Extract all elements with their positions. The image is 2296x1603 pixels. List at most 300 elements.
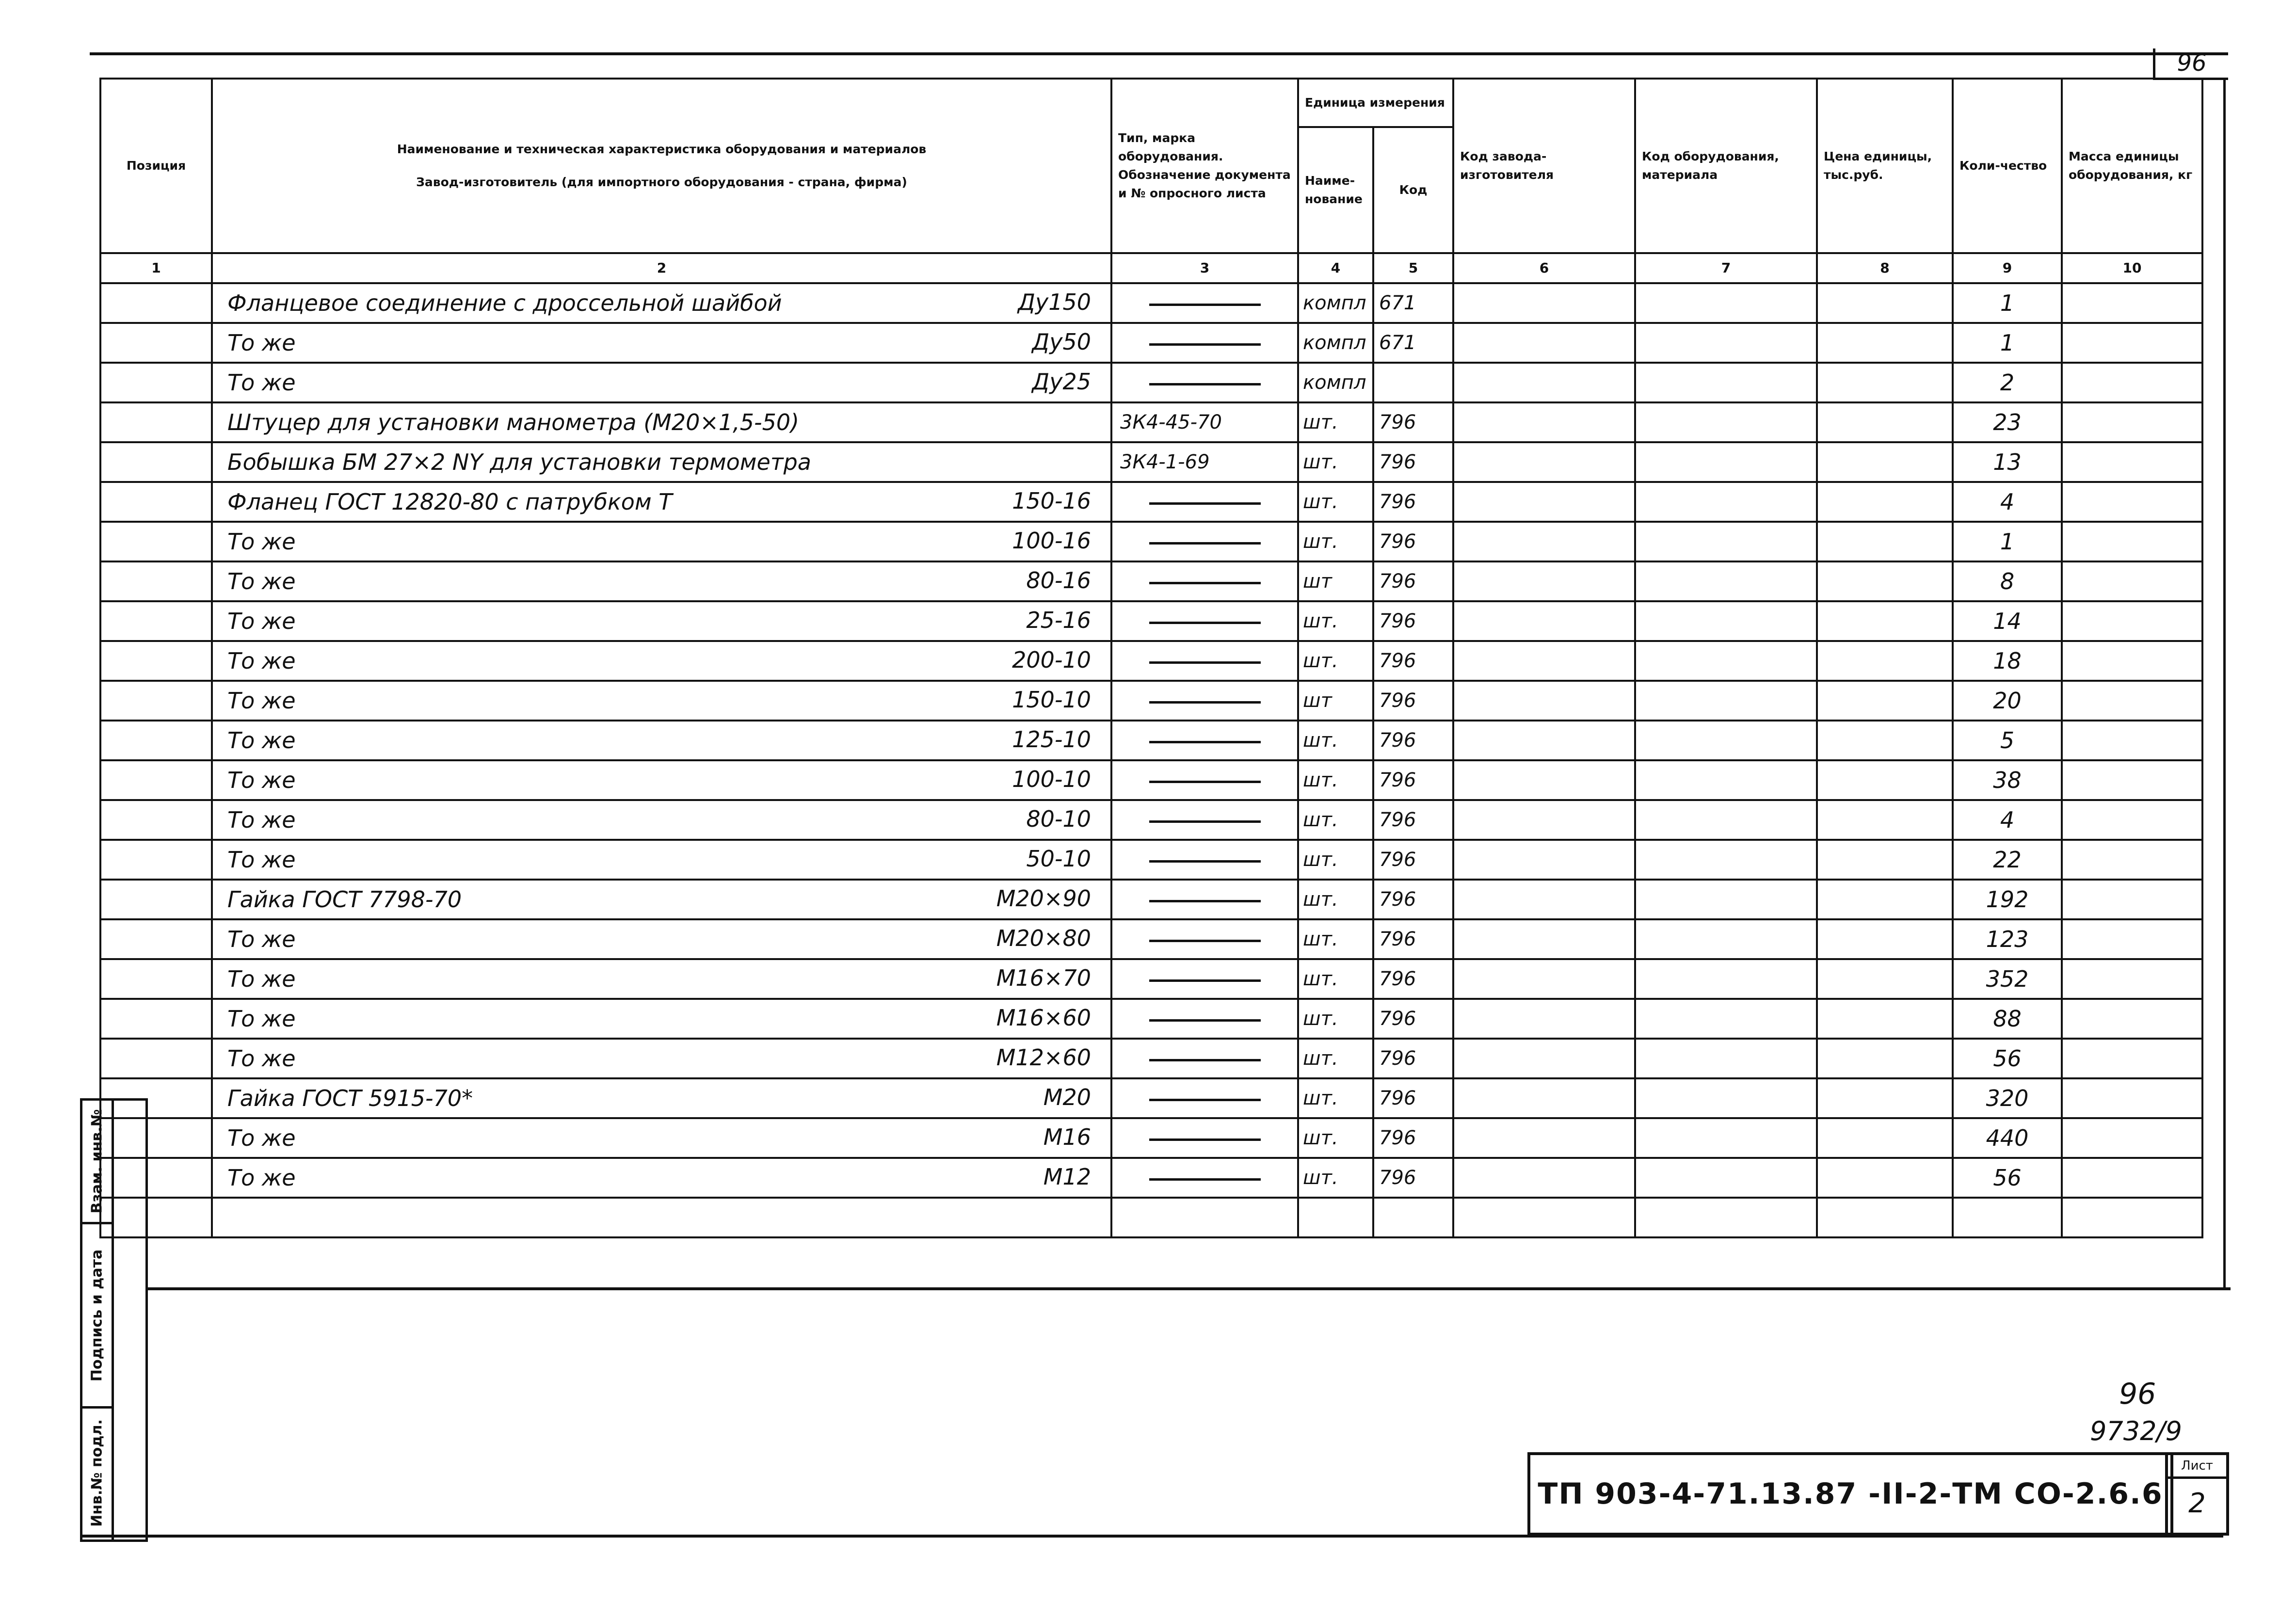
cell-quantity: 1 [1953,522,2062,561]
cell-plant-code [1453,1118,1635,1158]
cell-plant-code [1453,919,1635,959]
cell-price [1817,1078,1953,1118]
cell-position [100,721,212,760]
cell-unit: шт. [1298,402,1373,442]
cell-unit: шт. [1298,959,1373,999]
header-price: Цена единицы, тыс.руб. [1817,79,1953,253]
cell-name [212,283,1111,323]
dash-line [1149,820,1261,823]
item-size: 80-16 [1026,567,1091,593]
cell-unit: шт. [1298,919,1373,959]
cell-unit-code: 796 [1373,1118,1453,1158]
table-bottom-rule [145,1287,2231,1290]
item-size: Ду150 [1018,289,1091,315]
dash-line [1149,1059,1261,1061]
cell-position [100,999,212,1039]
cell-plant-code [1453,601,1635,641]
cell-equipment-code [1635,760,1817,800]
cell-price [1817,721,1953,760]
table-row [100,1118,2202,1158]
cell-unit-code: 796 [1373,442,1453,482]
cell-equipment-code [1635,721,1817,760]
cell-quantity: 14 [1953,601,2062,641]
cell-plant-code [1453,959,1635,999]
dash-line [1149,701,1261,704]
dash-line [1149,741,1261,743]
cell-equipment-code [1635,1039,1817,1078]
cell-quantity: 1 [1953,323,2062,363]
cell-unit-code: 796 [1373,402,1453,442]
header-unit-group: Единица измерения [1298,79,1453,127]
cell-plant-code [1453,840,1635,880]
cell-position [100,919,212,959]
cell-position [100,800,212,840]
column-number: 1 [100,253,212,283]
column-number: 8 [1817,253,1953,283]
cell-equipment-code [1635,1198,1817,1237]
cell-position [100,601,212,641]
cell-equipment-code [1635,601,1817,641]
cell-plant-code [1453,641,1635,681]
cell-quantity: 20 [1953,681,2062,721]
cell-type [1111,363,1298,402]
cell-price [1817,1039,1953,1078]
cell-name [212,641,1111,681]
cell-position [100,840,212,880]
cell-quantity: 5 [1953,721,2062,760]
cell-type: 3К4-45-70 [1111,402,1298,442]
cell-name [212,561,1111,601]
cell-unit-code: 796 [1373,959,1453,999]
item-name: То же [227,648,296,674]
cell-plant-code [1453,561,1635,601]
cell-position [100,323,212,363]
cell-price [1817,482,1953,522]
cell-position [100,561,212,601]
cell-quantity: 123 [1953,919,2062,959]
cell-name [212,1039,1111,1078]
header-mass: Масса единицы оборудования, кг [2062,79,2202,253]
item-size: 150-10 [1012,687,1091,713]
cell-quantity: 22 [1953,840,2062,880]
cell-type [1111,919,1298,959]
cell-unit-code [1373,363,1453,402]
cell-unit-code: 796 [1373,999,1453,1039]
cell-quantity: 88 [1953,999,2062,1039]
cell-quantity: 56 [1953,1158,2062,1198]
dash-line [1149,900,1261,902]
dash-line [1149,860,1261,863]
item-name: То же [227,1006,296,1032]
cell-unit-code: 796 [1373,641,1453,681]
cell-mass [2062,1118,2202,1158]
header-equipment-code: Код оборудования, материала [1635,79,1817,253]
cell-name [212,1198,1111,1237]
header-type: Тип, марка оборудования. Обозначение документа и № опросного листа [1111,79,1298,253]
cell-name [212,601,1111,641]
cell-unit: шт [1298,681,1373,721]
cell-price [1817,800,1953,840]
cell-name [212,363,1111,402]
cell-mass [2062,442,2202,482]
cell-name [212,323,1111,363]
item-name: Фланцевое соединение с дроссельной шайбой [227,290,782,316]
specification-table [99,78,2203,1238]
cell-type [1111,1158,1298,1198]
item-name: То же [227,926,296,952]
cell-quantity: 2 [1953,363,2062,402]
table-row [100,800,2202,840]
column-number: 6 [1453,253,1635,283]
cell-unit: шт. [1298,880,1373,919]
cell-quantity: 352 [1953,959,2062,999]
cell-plant-code [1453,442,1635,482]
item-size: М12 [1043,1164,1091,1190]
cell-name [212,721,1111,760]
dash-line [1149,343,1261,346]
cell-unit-code: 796 [1373,840,1453,880]
table-row [100,641,2202,681]
cell-unit: шт. [1298,641,1373,681]
cell-mass [2062,760,2202,800]
cell-type [1111,880,1298,919]
cell-plant-code [1453,800,1635,840]
cell-price [1817,760,1953,800]
cell-position [100,641,212,681]
side-cell-orig [82,1409,112,1537]
cell-unit: компл [1298,283,1373,323]
cell-name [212,840,1111,880]
item-size: М20×80 [996,925,1091,951]
item-name: То же [227,529,296,555]
cell-price [1817,442,1953,482]
table-row [100,283,2202,323]
dash-line [1149,502,1261,505]
cell-type [1111,323,1298,363]
top-page-number: 96 [2153,48,2228,80]
side-label-sign: Подпись и дата [88,1249,106,1381]
table-header [100,79,2202,283]
cell-plant-code [1453,999,1635,1039]
cell-type [1111,1078,1298,1118]
cell-name [212,959,1111,999]
header-name-line1: Наименование и техническая характеристика оборудования и материалов [397,142,927,156]
cell-price [1817,840,1953,880]
cell-position [100,760,212,800]
cell-mass [2062,1078,2202,1118]
cell-name [212,1118,1111,1158]
cell-unit-code: 796 [1373,721,1453,760]
cell-equipment-code [1635,522,1817,561]
column-number: 7 [1635,253,1817,283]
item-name: Бобышка БМ 27×2 NY для установки термометра [227,449,811,475]
cell-unit: шт. [1298,601,1373,641]
cell-price [1817,1158,1953,1198]
cell-plant-code [1453,402,1635,442]
cell-mass [2062,959,2202,999]
cell-position [100,283,212,323]
cell-plant-code [1453,363,1635,402]
cell-price [1817,601,1953,641]
cell-type [1111,561,1298,601]
cell-quantity: 13 [1953,442,2062,482]
cell-plant-code [1453,323,1635,363]
cell-type [1111,999,1298,1039]
stamp-code: ТП 903-4-71.13.87 -II-2-ТМ СО-2.6.6 [1538,1477,2163,1511]
cell-type [1111,601,1298,641]
item-name: То же [227,727,296,753]
table-row [100,840,2202,880]
cell-equipment-code [1635,681,1817,721]
cell-type [1111,800,1298,840]
cell-equipment-code [1635,800,1817,840]
item-size: М16 [1043,1124,1091,1150]
cell-unit-code: 796 [1373,880,1453,919]
item-name: Гайка ГОСТ 5915-70* [227,1085,473,1111]
cell-unit-code: 796 [1373,482,1453,522]
cell-name [212,880,1111,919]
cell-unit: компл [1298,323,1373,363]
cell-price [1817,880,1953,919]
table-body [100,283,2202,1237]
cell-equipment-code [1635,283,1817,323]
cell-unit-code: 796 [1373,522,1453,561]
cell-plant-code [1453,880,1635,919]
cell-unit: шт. [1298,800,1373,840]
cell-equipment-code [1635,919,1817,959]
cell-quantity [1953,1198,2062,1237]
cell-price [1817,641,1953,681]
header-quantity: Коли-чество [1953,79,2062,253]
table-row [100,1198,2202,1237]
cell-position [100,522,212,561]
dash-line [1149,304,1261,306]
cell-equipment-code [1635,561,1817,601]
cell-type: 3К4-1-69 [1111,442,1298,482]
cell-name [212,919,1111,959]
cell-price [1817,1198,1953,1237]
column-number: 2 [212,253,1111,283]
item-name: Гайка ГОСТ 7798-70 [227,886,462,913]
item-name: То же [227,330,296,356]
cell-unit-code: 796 [1373,800,1453,840]
cell-price [1817,561,1953,601]
cell-name [212,442,1111,482]
cell-name [212,402,1111,442]
cell-position [100,1039,212,1078]
cell-mass [2062,681,2202,721]
cell-unit-code: 671 [1373,323,1453,363]
cell-unit: шт. [1298,1158,1373,1198]
item-size: М20×90 [996,885,1091,912]
header-plant-code: Код завода-изготовителя [1453,79,1635,253]
cell-unit: шт. [1298,1118,1373,1158]
cell-plant-code [1453,1039,1635,1078]
dash-line [1149,781,1261,783]
cell-position [100,959,212,999]
sheet-value: 2 [2188,1488,2206,1519]
column-number: 5 [1373,253,1453,283]
cell-unit-code: 796 [1373,561,1453,601]
top-rule [90,52,2228,55]
cell-unit: шт. [1298,1078,1373,1118]
item-name: Штуцер для установки манометра (М20×1,5-50) [227,409,800,435]
table-row [100,681,2202,721]
header-position: Позиция [100,79,212,253]
cell-type [1111,681,1298,721]
item-name: То же [227,1125,296,1151]
cell-name [212,1078,1111,1118]
dash-line [1149,622,1261,624]
cell-name [212,522,1111,561]
frame-bottom-edge [80,1535,2223,1538]
side-label-inv: Взам. инв.№ [88,1109,106,1214]
cell-unit: шт. [1298,721,1373,760]
cell-equipment-code [1635,1078,1817,1118]
cell-price [1817,959,1953,999]
cell-position [100,402,212,442]
cell-unit: шт. [1298,1039,1373,1078]
item-name: То же [227,1165,296,1191]
side-label-orig: Инв.№ подл. [88,1419,106,1527]
cell-name [212,1158,1111,1198]
dash-line [1149,542,1261,545]
cell-unit: шт. [1298,760,1373,800]
cell-mass [2062,1198,2202,1237]
cell-equipment-code [1635,999,1817,1039]
cell-mass [2062,402,2202,442]
cell-price [1817,402,1953,442]
cell-mass [2062,323,2202,363]
cell-unit: шт. [1298,522,1373,561]
cell-position [100,880,212,919]
table-row [100,1078,2202,1118]
cell-mass [2062,283,2202,323]
item-name: То же [227,847,296,873]
cell-plant-code [1453,760,1635,800]
cell-unit-code: 796 [1373,760,1453,800]
item-name: То же [227,608,296,634]
cell-equipment-code [1635,959,1817,999]
column-number: 3 [1111,253,1298,283]
cell-price [1817,919,1953,959]
handwritten-page-number: 96 [2119,1377,2156,1411]
item-size: 100-10 [1012,766,1091,792]
cell-unit-code: 796 [1373,601,1453,641]
item-name: То же [227,966,296,992]
item-size: М20 [1043,1084,1091,1110]
sheet-label: Лист [2168,1455,2226,1479]
cell-plant-code [1453,1158,1635,1198]
cell-name [212,681,1111,721]
cell-quantity: 56 [1953,1039,2062,1078]
item-size: 80-10 [1026,806,1091,832]
table-row [100,402,2202,442]
cell-mass [2062,1039,2202,1078]
dash-line [1149,1099,1261,1101]
cell-type [1111,721,1298,760]
item-size: Ду50 [1032,329,1091,355]
cell-price [1817,522,1953,561]
item-size: М16×70 [996,965,1091,991]
cell-position [100,442,212,482]
cell-position [100,681,212,721]
column-number: 9 [1953,253,2062,283]
cell-quantity: 8 [1953,561,2062,601]
cell-unit: шт [1298,561,1373,601]
cell-unit-code [1373,1198,1453,1237]
cell-plant-code [1453,522,1635,561]
cell-quantity: 440 [1953,1118,2062,1158]
cell-type [1111,641,1298,681]
cell-plant-code [1453,1198,1635,1237]
cell-type [1111,1198,1298,1237]
cell-quantity: 18 [1953,641,2062,681]
cell-unit: компл [1298,363,1373,402]
handwritten-doc-number: 9732/9 [2090,1416,2182,1446]
table-row [100,1158,2202,1198]
cell-mass [2062,999,2202,1039]
item-name: То же [227,1045,296,1072]
cell-name [212,800,1111,840]
item-name: То же [227,767,296,793]
cell-equipment-code [1635,482,1817,522]
cell-unit: шт. [1298,442,1373,482]
cell-equipment-code [1635,363,1817,402]
dash-line [1149,582,1261,584]
cell-quantity: 1 [1953,283,2062,323]
cell-type [1111,283,1298,323]
dash-line [1149,1178,1261,1181]
cell-quantity: 4 [1953,482,2062,522]
cell-plant-code [1453,283,1635,323]
item-name: То же [227,568,296,594]
cell-mass [2062,1158,2202,1198]
cell-mass [2062,880,2202,919]
cell-unit-code: 796 [1373,1078,1453,1118]
cell-unit-code: 796 [1373,1039,1453,1078]
table-row [100,999,2202,1039]
table-row [100,522,2202,561]
table-row [100,1039,2202,1078]
cell-mass [2062,522,2202,561]
cell-type [1111,840,1298,880]
cell-plant-code [1453,721,1635,760]
cell-equipment-code [1635,641,1817,681]
header-name-line2: Завод-изготовитель (для импортного оборудования - страна, фирма) [416,175,907,189]
side-cell-inv [82,1101,112,1224]
cell-type [1111,760,1298,800]
table-row [100,919,2202,959]
cell-quantity: 4 [1953,800,2062,840]
cell-price [1817,999,1953,1039]
dash-line [1149,1138,1261,1141]
cell-mass [2062,919,2202,959]
cell-unit-code: 796 [1373,681,1453,721]
cell-equipment-code [1635,402,1817,442]
item-size: 50-10 [1026,846,1091,872]
cell-unit: шт. [1298,999,1373,1039]
cell-price [1817,283,1953,323]
cell-price [1817,1118,1953,1158]
dash-line [1149,940,1261,942]
cell-price [1817,681,1953,721]
cell-type [1111,482,1298,522]
item-name: Фланец ГОСТ 12820-80 с патрубком Т [227,489,673,515]
item-size: Ду25 [1032,369,1091,395]
item-size: М16×60 [996,1005,1091,1031]
table-row [100,760,2202,800]
